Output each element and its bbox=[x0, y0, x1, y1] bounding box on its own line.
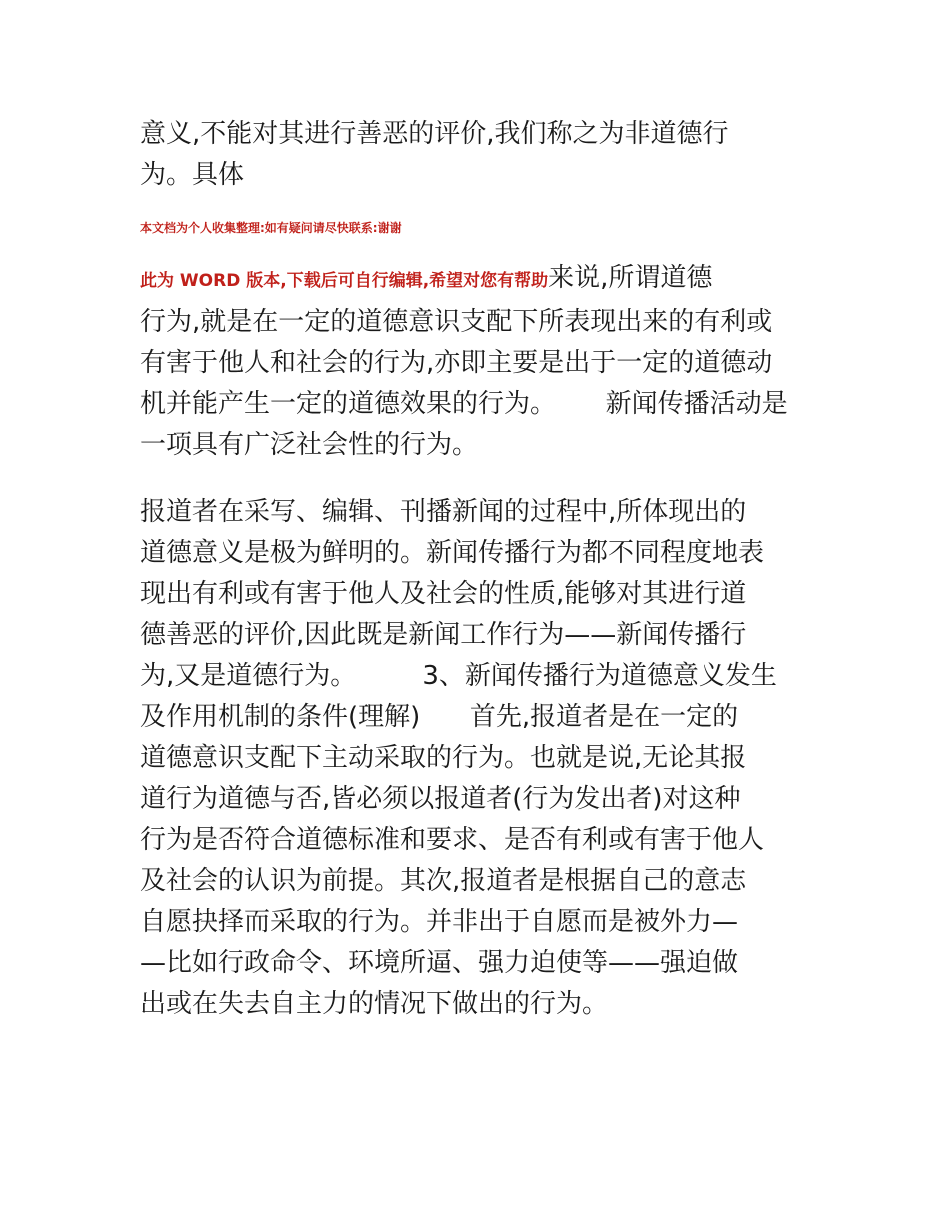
text-line: 行为是否符合道德标准和要求、是否有利或有害于他人 bbox=[140, 825, 765, 855]
text-line: 为。具体 bbox=[140, 160, 245, 190]
text-line: 一项具有广泛社会性的行为。 bbox=[140, 430, 479, 460]
text-line: 机并能产生一定的道德效果的行为。 新闻传播活动是 bbox=[140, 389, 788, 419]
text-line: 现出有利或有害于他人及社会的性质,能够对其进行道 bbox=[140, 579, 747, 609]
text-line: 及社会的认识为前提。其次,报道者是根据自己的意志 bbox=[140, 866, 747, 896]
word-version-notice: 此为 WORD 版本,下载后可自行编辑,希望对您有帮助 bbox=[140, 271, 549, 291]
text-line: 有害于他人和社会的行为,亦即主要是出于一定的道德动 bbox=[140, 348, 773, 378]
text-line: 报道者在采写、编辑、刊播新闻的过程中,所体现出的 bbox=[140, 497, 747, 527]
text-fragment: 来说,所谓道德 bbox=[548, 263, 713, 293]
text-line: —比如行政命令、环境所逼、强力迫使等——强迫做 bbox=[140, 948, 739, 978]
text-line: 行为,就是在一定的道德意识支配下所表现出来的有利或 bbox=[140, 307, 773, 337]
text-line: 道德意识支配下主动采取的行为。也就是说,无论其报 bbox=[140, 743, 747, 773]
text-line: 道德意义是极为鲜明的。新闻传播行为都不同程度地表 bbox=[140, 538, 765, 568]
text-line bbox=[140, 258, 820, 302]
text-line: 德善恶的评价,因此既是新闻工作行为——新闻传播行 bbox=[140, 620, 747, 650]
text-line: 及作用机制的条件(理解) 首先,报道者是在一定的 bbox=[140, 702, 739, 732]
collection-note: 本文档为个人收集整理:如有疑问请尽快联系:谢谢 bbox=[140, 221, 402, 235]
text-line: 自愿抉择而采取的行为。并非出于自愿而是被外力— bbox=[140, 907, 739, 937]
text-line: 出或在失去自主力的情况下做出的行为。 bbox=[140, 989, 609, 1019]
text-line: 道行为道德与否,皆必须以报道者(行为发出者)对这种 bbox=[140, 784, 741, 814]
text-line: 为,又是道德行为。 3、新闻传播行为道德意义发生 bbox=[140, 661, 777, 691]
paragraph-1 bbox=[140, 114, 820, 196]
text-line: 意义,不能对其进行善恶的评价,我们称之为非道德行 bbox=[140, 119, 729, 149]
paragraph-3 bbox=[140, 492, 820, 1025]
paragraph-2 bbox=[140, 258, 820, 466]
